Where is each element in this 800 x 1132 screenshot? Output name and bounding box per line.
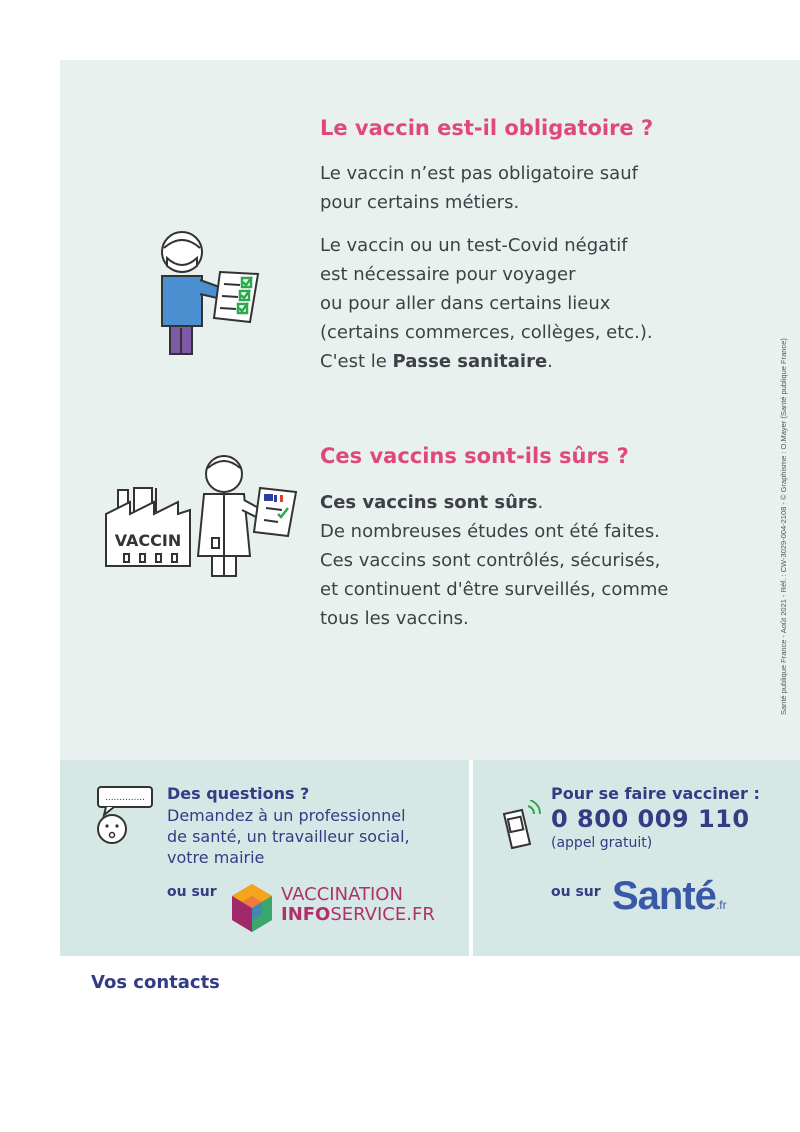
vaccination-info-logo-text[interactable]: VACCINATION INFOSERVICE.FR	[281, 884, 435, 925]
vaccination-info-logo-icon[interactable]	[228, 882, 276, 934]
factory-label: VACCIN	[114, 531, 182, 550]
phone-icon	[494, 800, 546, 856]
passe-sanitaire-term: Passe sanitaire	[392, 351, 548, 372]
credit-text: Santé publique France - Août 2021 - Réf. : CW-3029-004-2108 - © Graphisme : O.Mayer (Santé publique France)	[779, 338, 788, 715]
bubble-dots: ..............	[104, 793, 146, 803]
questions-text: Demandez à un professionnel de santé, un travailleur social, votre mairie	[167, 806, 410, 867]
mandatory-paragraph-1: Le vaccin n’est pas obligatoire sauf pour certains métiers.	[320, 163, 638, 213]
mandatory-paragraph-2: Le vaccin ou un test-Covid négatif est nécessaire pour voyager ou pour aller dans certains lieux (certains commerces, collèges, etc.). C'est le Passe sanitaire.	[320, 235, 653, 372]
section-title-safety: Ces vaccins sont-ils sûrs ?	[320, 444, 629, 468]
ou-sur-label-left: ou sur	[167, 884, 217, 900]
safety-paragraph: Ces vaccins sont sûrs. De nombreuses études ont été faites. Ces vaccins sont contrôlés, sécurisés, et continuent d'être surveillés, comme tous les vaccins.	[320, 492, 669, 629]
section-title-mandatory: Le vaccin est-il obligatoire ?	[320, 116, 654, 140]
vaccinate-title: Pour se faire vacciner :	[551, 784, 760, 803]
factory-scientist-illustration	[100, 452, 300, 582]
safety-statement: Ces vaccins sont sûrs	[320, 492, 538, 513]
speech-face-icon	[94, 785, 156, 847]
questions-title: Des questions ?	[167, 784, 310, 803]
phone-number[interactable]: 0 800 009 110	[551, 805, 750, 833]
free-call-note: (appel gratuit)	[551, 835, 653, 851]
contacts-heading: Vos contacts	[91, 972, 220, 993]
masked-person-illustration	[150, 228, 265, 360]
sante-fr-logo[interactable]: Santé.fr	[612, 874, 727, 918]
ou-sur-label-right: ou sur	[551, 884, 601, 900]
